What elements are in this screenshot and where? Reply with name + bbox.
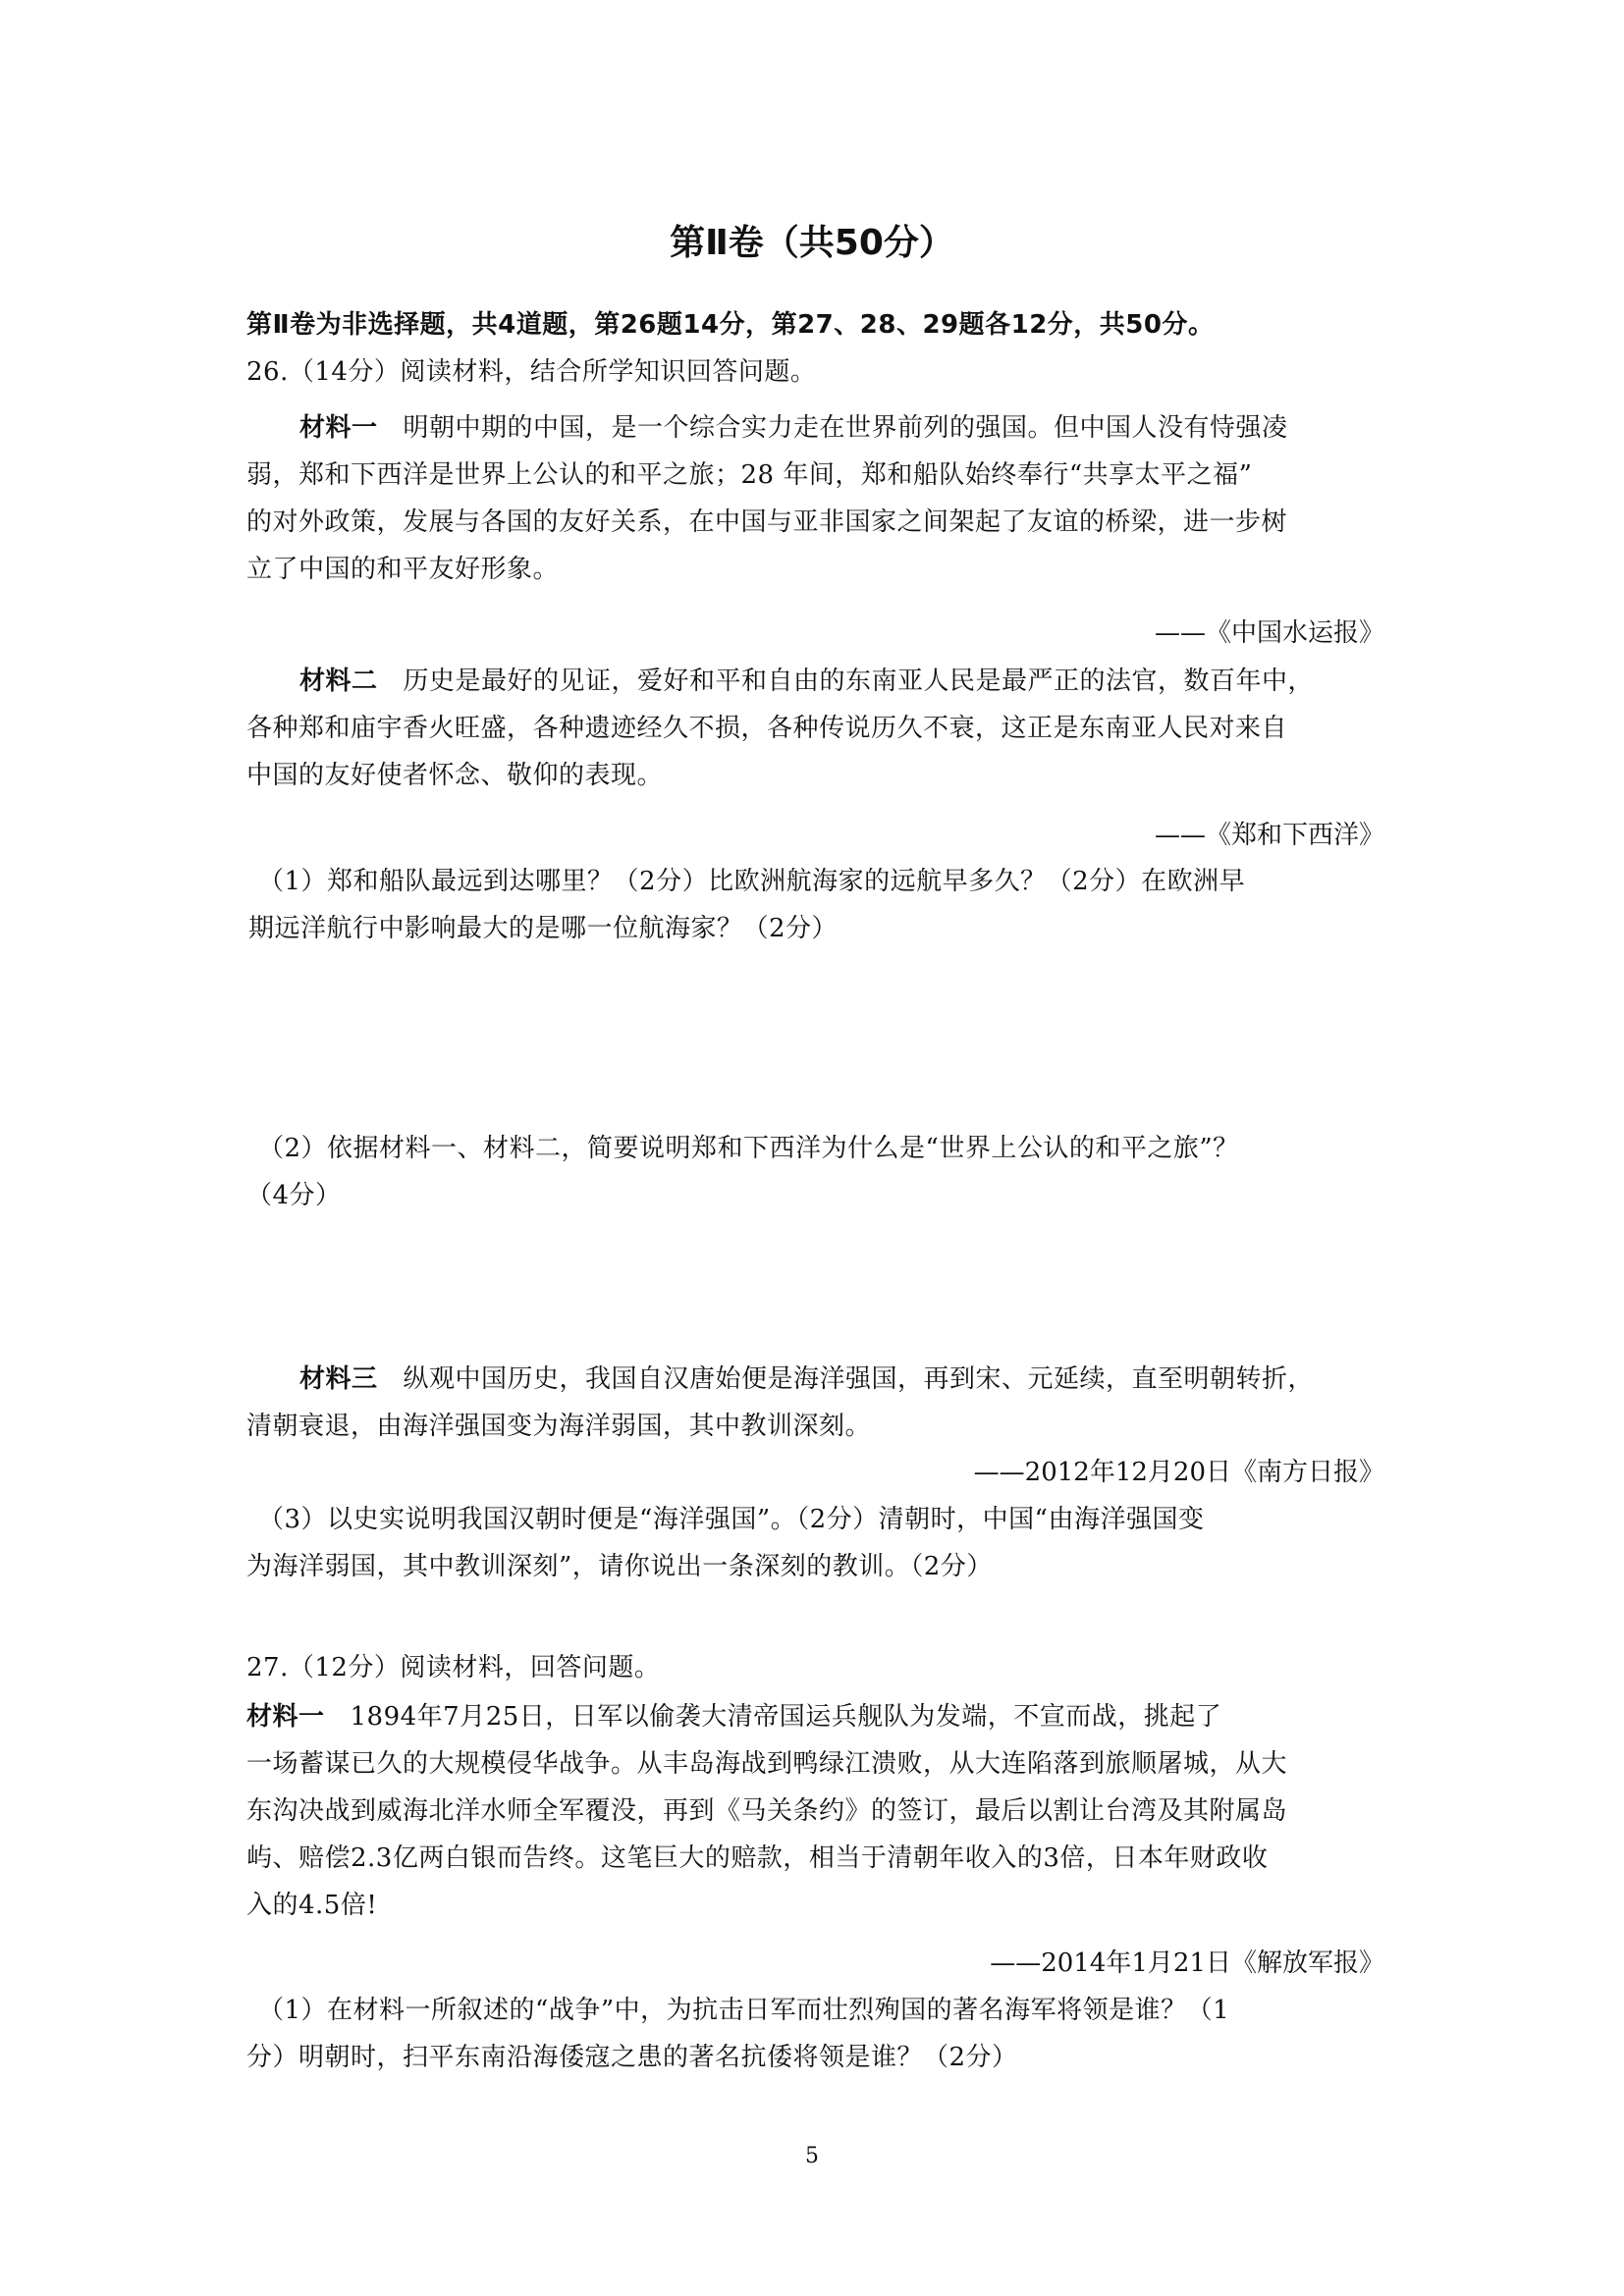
q26-material3-source: ——2012年12月20日《南方日报》	[973, 1458, 1384, 1487]
q26-material2-source: ——《郑和下西洋》	[1154, 821, 1384, 850]
page-number: 5	[805, 2144, 819, 2168]
q26-sub1-line-2: 期远洋航行中影响最大的是哪一位航海家？（2分）	[248, 914, 839, 943]
q27-material1-line-3: 东沟决战到威海北洋水师全军覆没，再到《马关条约》的签订，最后以割让台湾及其附属岛	[246, 1796, 1288, 1826]
q26-material1-line-3: 的对外政策，发展与各国的友好关系，在中国与亚非国家之间架起了友谊的桥梁，进一步树	[246, 507, 1288, 537]
q27-sub1-line-1: （1）在材料一所叙述的“战争”中，为抗击日军而壮烈殉国的著名海军将领是谁？（1	[258, 1996, 1230, 2025]
q27-material1-line-4: 屿、赔偿2.3亿两白银而告终。这笔巨大的赔款，相当于清朝年收入的3倍，日本年财政收	[246, 1843, 1269, 1873]
section-title: 第Ⅱ卷（共50分）	[670, 223, 954, 263]
q26-material2-line-1	[299, 665, 1314, 698]
q26-material1-line-2: 弱，郑和下西洋是世界上公认的和平之旅；28 年间，郑和船队始终奉行“共享太平之福”	[246, 460, 1253, 490]
q26-material3-label: 材料三	[299, 1364, 378, 1394]
q26-material3-line-2: 清朝衰退，由海洋强国变为海洋弱国，其中教训深刻。	[246, 1412, 872, 1441]
q26-material2-text: 历史是最好的见证，爱好和平和自由的东南亚人民是最严正的法官，数百年中，	[403, 667, 1315, 696]
q26-material1-label: 材料一	[299, 413, 378, 443]
q26-material1-text: 明朝中期的中国，是一个综合实力走在世界前列的强国。但中国人没有恃强凌	[403, 413, 1288, 443]
q26-material3-text: 纵观中国历史，我国自汉唐始便是海洋强国，再到宋、元延续，直至明朝转折，	[403, 1364, 1315, 1394]
q27-header: 27.（12分）阅读材料，回答问题。	[246, 1653, 661, 1682]
section-intro: 第Ⅱ卷为非选择题，共4道题，第26题14分，第27、28、29题各12分，共50分。	[246, 310, 1215, 340]
q27-material1-line-5: 入的4.5倍!	[246, 1891, 378, 1920]
q26-material2-line-3: 中国的友好使者怀念、敬仰的表现。	[246, 761, 664, 790]
q27-material1-text: 1894年7月25日，日军以偷袭大清帝国运兵舰队为发端，不宣而战，挑起了	[350, 1702, 1222, 1732]
q26-material3-line-1	[299, 1362, 1314, 1396]
q27-material1-label: 材料一	[246, 1702, 325, 1732]
q27-material1-line-2: 一场蓄谋已久的大规模侵华战争。从丰岛海战到鸭绿江溃败，从大连陷落到旅顺屠城，从大	[246, 1749, 1288, 1779]
q26-header: 26.（14分）阅读材料，结合所学知识回答问题。	[246, 357, 817, 387]
q26-material1-line-4: 立了中国的和平友好形象。	[246, 555, 560, 584]
q26-material2-line-2: 各种郑和庙宇香火旺盛，各种遗迹经久不损，各种传说历久不衰，这正是东南亚人民对来自	[246, 714, 1288, 743]
q26-sub1-line-1: （1）郑和船队最远到达哪里？（2分）比欧洲航海家的远航早多久？（2分）在欧洲早	[258, 867, 1246, 896]
q27-material1-line-1	[246, 1700, 1221, 1734]
q26-sub3-line-1: （3）以史实说明我国汉朝时便是“海洋强国”。（2分）清朝时，中国“由海洋强国变	[258, 1505, 1205, 1534]
q26-material2-label: 材料二	[299, 667, 378, 696]
q27-sub1-line-2: 分）明朝时，扫平东南沿海倭寇之患的著名抗倭将领是谁？（2分）	[246, 2043, 1018, 2072]
q26-sub2-line-1: （2）依据材料一、材料二，简要说明郑和下西洋为什么是“世界上公认的和平之旅”？	[258, 1134, 1239, 1163]
q26-sub2-line-2: （4分）	[246, 1181, 342, 1210]
q26-material1-source: ——《中国水运报》	[1154, 618, 1384, 648]
q26-material1-line-1	[299, 411, 1288, 445]
q26-sub3-line-2: 为海洋弱国，其中教训深刻”，请你说出一条深刻的教训。（2分）	[246, 1552, 993, 1581]
q27-material1-source: ——2014年1月21日《解放军报》	[990, 1949, 1384, 1978]
